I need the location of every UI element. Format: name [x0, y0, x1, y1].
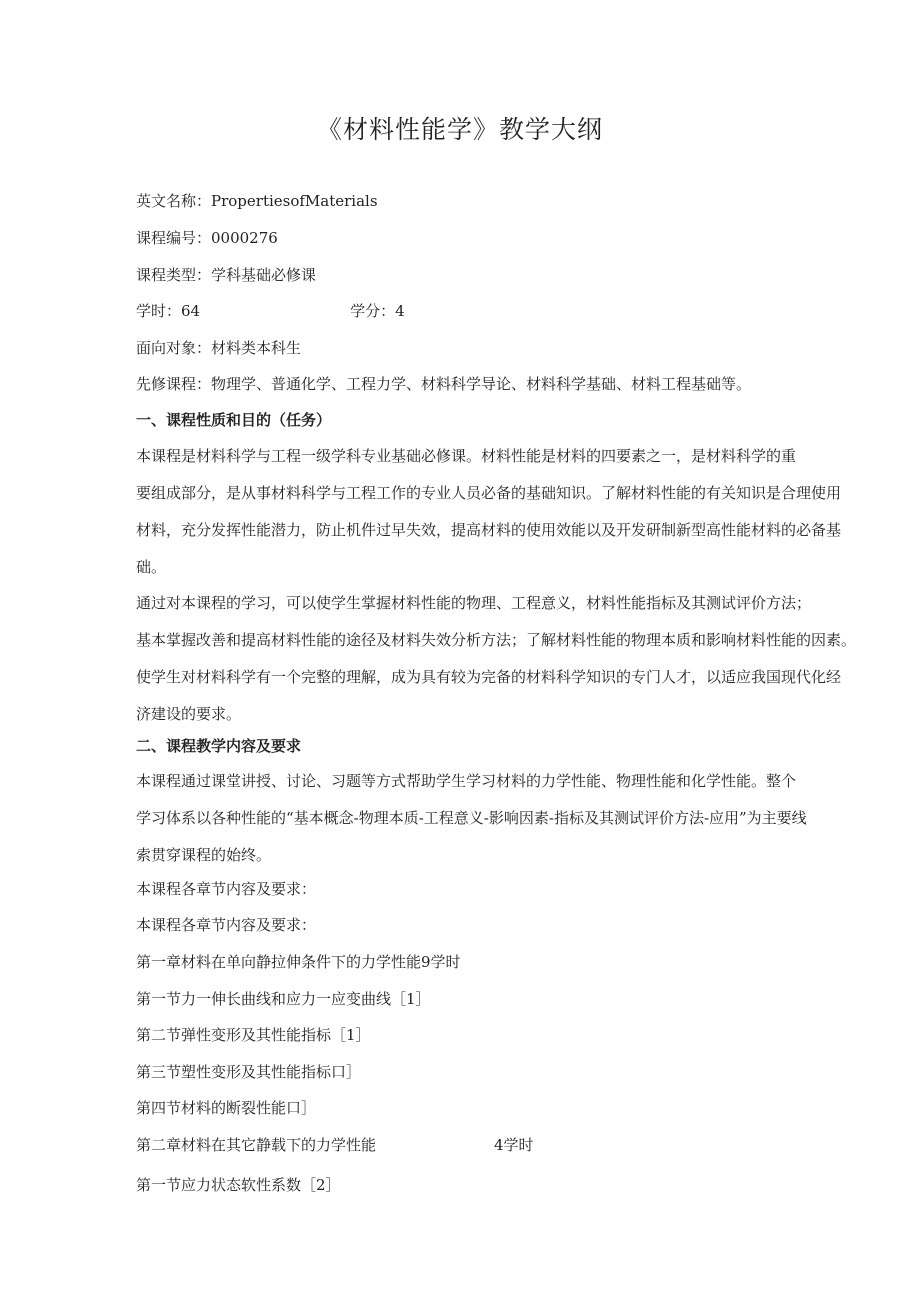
paragraph-line: 本课程通过课堂讲授、讨论、习题等方式帮助学生学习材料的力学性能、物理性能和化学性能。整个	[136, 772, 797, 790]
chapter2-row	[136, 1134, 534, 1156]
chapter2-section1: 第一节应力状态软性系数［2］	[136, 1176, 341, 1194]
paragraph-line: 使学生对材料科学有一个完整的理解，成为具有较为完备的材料科学知识的专门人才，以适应我国现代化经	[136, 668, 842, 686]
chapter2-hours: 4学时	[494, 1136, 534, 1154]
section1-heading: 一、课程性质和目的（任务）	[136, 411, 332, 429]
chapter-intro: 本课程各章节内容及要求：	[136, 880, 317, 898]
section2-paragraph1	[136, 763, 807, 874]
paragraph-line: 索贯穿课程的始终。	[136, 846, 272, 864]
course-credits: 学分：4	[350, 302, 405, 320]
section2-heading: 二、课程教学内容及要求	[136, 737, 302, 755]
paragraph-line: 学习体系以各种性能的“基本概念-物理本质-工程意义-影响因素-指标及其测试评价方法-应用”为主要线	[136, 809, 807, 827]
document-title: 《材料性能学》教学大纲	[316, 115, 603, 144]
chapter1-section3: 第三节塑性变形及其性能指标口］	[136, 1063, 362, 1081]
paragraph-line: 基本掌握改善和提高材料性能的途径及材料失效分析方法；了解材料性能的物理本质和影响材料性能的因素。	[136, 631, 857, 649]
paragraph-line: 本课程是材料科学与工程一级学科专业基础必修课。材料性能是材料的四要素之一，是材料科学的重	[136, 447, 797, 465]
course-code: 课程编号：0000276	[136, 229, 278, 247]
chapter1-title: 第一章材料在单向静拉伸条件下的力学性能9学时	[136, 953, 461, 971]
course-type: 课程类型：学科基础必修课	[136, 266, 317, 284]
section1-paragraph2	[136, 585, 857, 733]
audience: 面向对象：材料类本科生	[136, 339, 302, 357]
paragraph-line: 要组成部分，是从事材料科学与工程工作的专业人员必备的基础知识。了解材料性能的有关知识是合理使用	[136, 484, 842, 502]
course-hours: 学时：64	[136, 302, 201, 320]
english-name: 英文名称：PropertiesofMaterials	[136, 192, 378, 210]
paragraph-line: 础。	[136, 558, 167, 576]
chapter2-title: 第二章材料在其它静载下的力学性能	[136, 1136, 377, 1154]
chapter1-section4: 第四节材料的断裂性能口］	[136, 1099, 317, 1117]
chapter-intro-repeat: 本课程各章节内容及要求：	[136, 916, 317, 934]
paragraph-line: 济建设的要求。	[136, 705, 242, 723]
prerequisites: 先修课程：物理学、普通化学、工程力学、材料科学导论、材料科学基础、材料工程基础等。	[136, 375, 752, 393]
paragraph-line: 材料，充分发挥性能潜力，防止机件过早失效，提高材料的使用效能以及开发研制新型高性能材料的必备基	[136, 521, 842, 539]
paragraph-line: 通过对本课程的学习，可以使学生掌握材料性能的物理、工程意义，材料性能指标及其测试评价方法；	[136, 594, 812, 612]
chapter1-section2: 第二节弹性变形及其性能指标［1］	[136, 1026, 371, 1044]
chapter1-section1: 第一节力一伸长曲线和应力一应变曲线［1］	[136, 990, 431, 1008]
section1-paragraph1	[136, 438, 842, 586]
hours-credits-row	[136, 300, 405, 322]
